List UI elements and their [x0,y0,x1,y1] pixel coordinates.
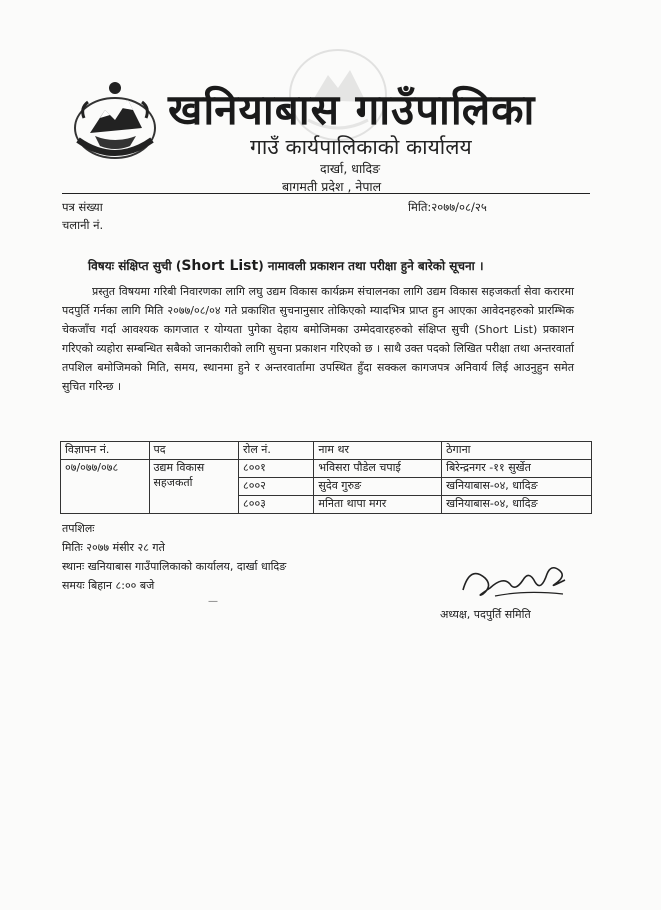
name-cell: भविसरा पौडेल चपाई [314,460,442,478]
nepal-emblem-icon [70,78,160,163]
handwritten-signature [455,550,575,605]
address-cell: खनियाबास-०४, धादिङ [442,478,592,496]
name-cell: मनिता थापा मगर [314,496,442,514]
municipality-name: खनियाबास गाउँपालिका [168,85,536,134]
post-line-1: उद्यम विकास [153,461,205,474]
header-name: नाम थर [314,442,442,460]
header-post: पद [149,442,239,460]
letter-number-label: पत्र संख्या [62,200,103,214]
roll-cell: ८००१ [239,460,314,478]
post-cell [149,460,239,514]
signatory-title: अध्यक्ष, पदपुर्ति समिति [440,608,531,621]
header-roll-no: रोल नं. [239,442,314,460]
roll-cell: ८००३ [239,496,314,514]
advert-number-cell: ०७/०७७/०७८ [61,460,150,514]
notice-body [62,282,574,396]
office-province: बागमती प्रदेश , नेपाल [282,179,382,194]
exam-date: मितिः २०७७ मंसीर २८ गते [62,541,165,554]
office-name: गाउँ कार्यपालिकाको कार्यालय [250,135,472,159]
body-paragraph: प्रस्तुत विषयमा गरिबी निवारणका लागि लघु उद्यम विकास कार्यक्रम संचालनका लागि उद्यम विकास सहजकर्ता सेवा करारमा पदपुर्ति गर्नका लागि मिति २०७७/०८/०४ गते प्रकाशित सुचनानुसार तोकिएको म्यादभित्र प्राप्त हुन आएका आवेदनहरुको प्रारम्भिक चेकजाँच गर्दा आवश्यक कागजात र योग्यता पुगेका देहाय बमोजिमका उम्मेदवारहरुको संक्षिप्त सुची (Short List) प्रकाशन गरिएको व्यहोरा सम्बन्धित सबैको जानकारीको लागि सुचना प्रकाशन गरिएको छ । साथै उक्त पदको लिखित परीक्षा तथा अन्तरवार्ता तपशिल बमोजिमको मिति, समय, स्थानमा हुने र अन्तरवार्तामा उपस्थित हुँदा सक्कल कागजपत्र अनिवार्य लिई आउनुहुन समेत सुचित गरिन्छ । [62,285,574,393]
subject-prefix: विषयः संक्षिप्त सुची ( [88,259,182,273]
subject-suffix: ) नामावली प्रकाशन तथा परीक्षा हुने बारेको सूचना । [258,259,484,273]
header-advert-no: विज्ञापन नं. [61,442,150,460]
address-cell: खनियाबास-०४, धादिङ [442,496,592,514]
exam-time: समयः बिहान ८:०० बजे [62,579,155,592]
subject-line [88,257,484,274]
stray-mark: — [208,596,218,607]
header-address: ठेगाना [442,442,592,460]
shortlist-table [60,441,592,514]
details-heading: तपशिलः [62,522,95,535]
dispatch-number-label: चलानी नं. [62,218,104,232]
subject-english: Short List [181,258,259,274]
schedule-details [62,519,286,595]
exam-venue: स्थानः खनियाबास गाउँपालिकाको कार्यालय, दार्खा धादिङ [62,560,287,573]
roll-cell: ८००२ [239,478,314,496]
name-cell: सुदेव गुरुङ [314,478,442,496]
table-header-row [61,442,592,460]
address-cell: बिरेन्द्रनगर -११ सुर्खेत [442,460,592,478]
post-line-2: सहजकर्ता [153,476,193,489]
table-row [61,460,592,478]
office-location: दार्खा, धादिङ [320,161,381,176]
letter-date: मिति:२०७७/०८/२५ [408,200,487,214]
letterhead-divider [62,193,590,194]
